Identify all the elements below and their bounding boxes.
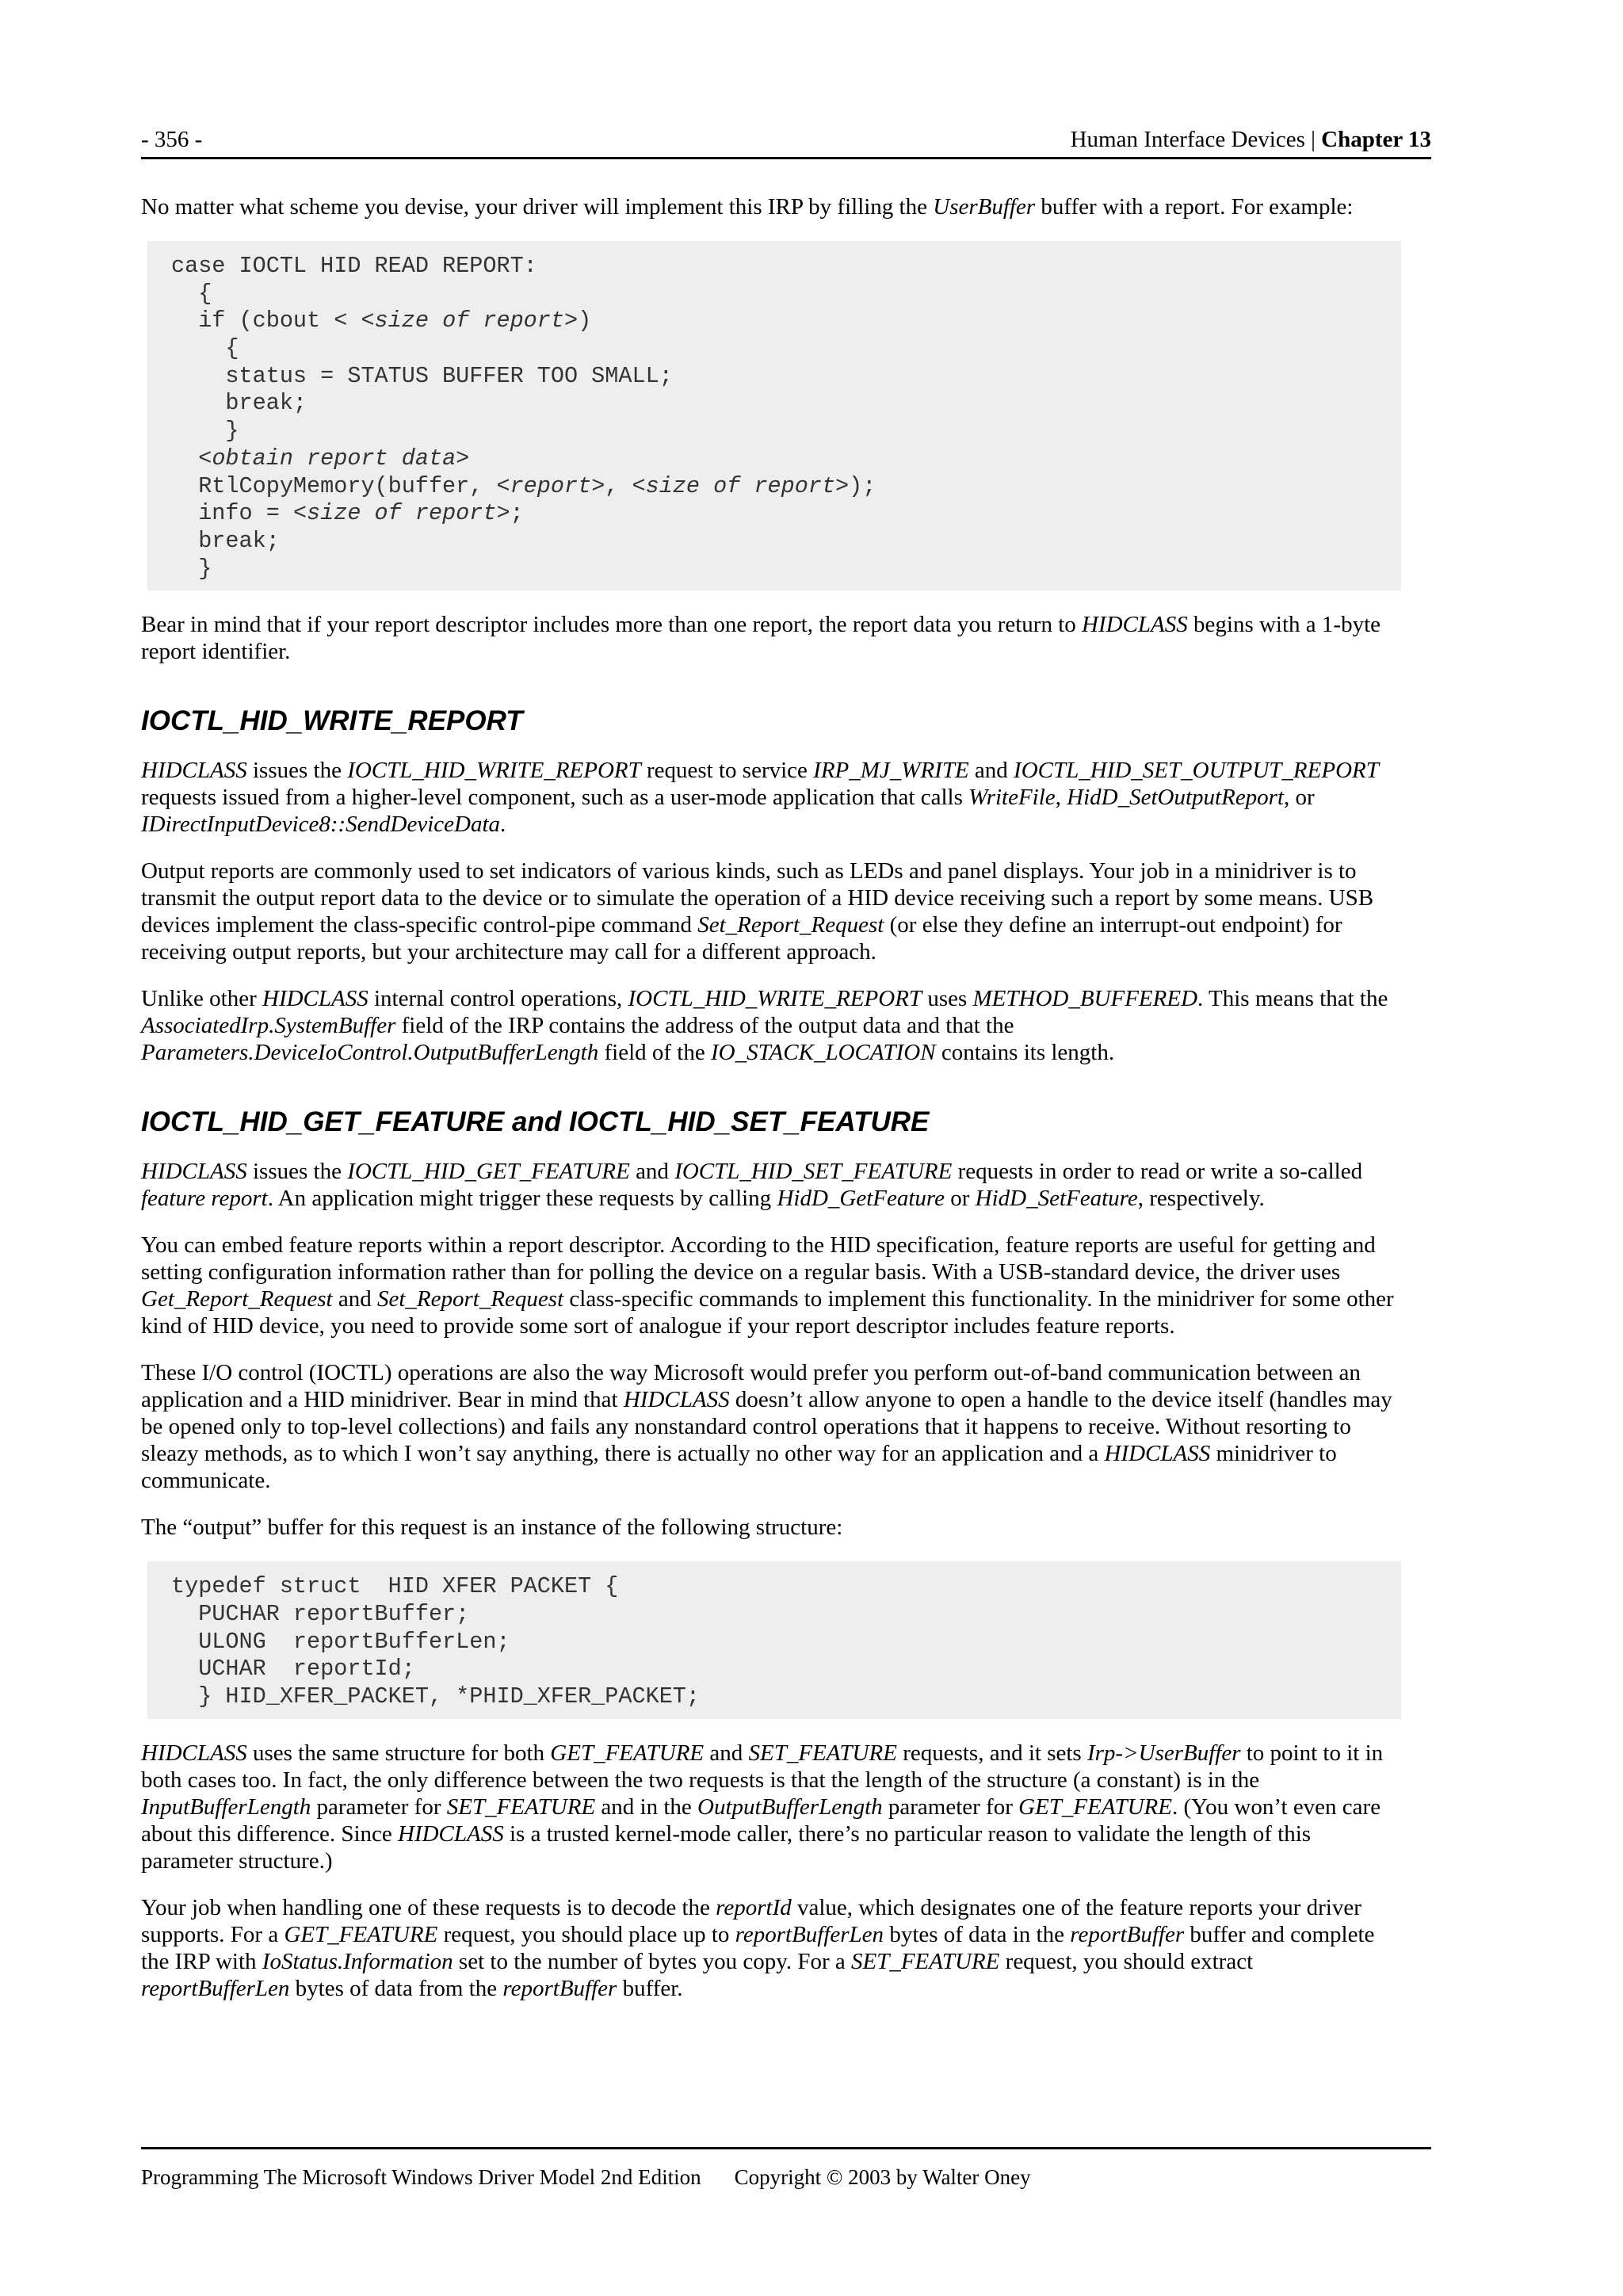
text-run: UCHAR reportId; [171, 1656, 415, 1683]
code-line [171, 1573, 1377, 1601]
text-run: Your job when handling one of these requests is to decode the [141, 1894, 716, 1920]
text-run: . This means that the [1197, 986, 1388, 1012]
italic-term: reportBuffer [502, 1975, 617, 2001]
italic-term: SET_FEATURE [446, 1794, 596, 1820]
text-run: requests issued from a higher-level component, such as a user-mode application that calls [141, 785, 969, 811]
italic-term: IOCTL_HID_WRITE_REPORT [347, 758, 641, 784]
italic-term: Get_Report_Request [141, 1286, 333, 1312]
text-run: and [704, 1740, 749, 1766]
italic-term: AssociatedIrp.SystemBuffer [141, 1013, 396, 1039]
italic-term: reportBufferLen [735, 1921, 884, 1947]
code-block-xfer-packet [147, 1561, 1401, 1718]
italic-term: <size of report> [361, 308, 579, 334]
text-run: requests, and it sets [896, 1740, 1087, 1766]
text-run: break; [171, 527, 280, 554]
page-content [141, 193, 1401, 2002]
italic-term: IOCTL_HID_SET_FEATURE [674, 1159, 953, 1185]
text-run: , respectively. [1137, 1186, 1265, 1212]
text-run: to point to it in both cases too. In fact, the only difference between the two requests is that the length of the structure (a constant) is in the [141, 1740, 1384, 1793]
text-run: parameter for [882, 1794, 1019, 1820]
italic-term: HIDCLASS [398, 1820, 504, 1847]
italic-term: GET_FEATURE [1018, 1794, 1172, 1820]
text-run: Unlike other [141, 986, 263, 1012]
code-line [171, 335, 1377, 363]
italic-term: HidD_GetFeature [777, 1186, 945, 1212]
page-number: - 356 - [141, 127, 203, 152]
text-run: uses the same structure for both [246, 1740, 551, 1766]
text-run: ULONG reportBufferLen; [171, 1628, 510, 1655]
code-line [171, 445, 1377, 473]
paragraph [141, 1894, 1401, 2002]
italic-term: <size of report> [292, 500, 510, 527]
text-run: typedef struct HID XFER PACKET { [171, 1573, 619, 1600]
text-run: request to service [640, 758, 814, 784]
text-run: requests in order to read or write a so-called [952, 1159, 1363, 1185]
italic-term: reportId [716, 1894, 792, 1920]
italic-term: HIDCLASS [141, 758, 247, 784]
text-run: doesn’t allow anyone to open a handle to the device itself (handles may be opened only to top-level collections) and fails any nonstandard control operations that it happens to receive. Without resorting to sleazy methods, as to which I won’t say anything, there is actually no other way for an application and a [141, 1387, 1392, 1467]
italic-term: <obtain report data> [198, 445, 470, 472]
paragraph [141, 193, 1401, 220]
italic-term: UserBuffer [933, 194, 1036, 220]
text-run: and [629, 1159, 675, 1185]
text-run: , [1055, 785, 1067, 811]
text-run: minidriver to communicate. [141, 1441, 1337, 1494]
text-run: You can embed feature reports within a report descriptor. According to the HID specification, feature reports are useful for getting and setting configuration information rather than for polling the device on a regular basis. With a USB-standard device, the driver uses [141, 1232, 1376, 1286]
italic-term: HIDCLASS [141, 1740, 247, 1766]
text-run: break; [171, 390, 307, 417]
italic-term: HIDCLASS [262, 986, 369, 1012]
text-run: ; [510, 500, 524, 527]
italic-term: OutputBufferLength [697, 1794, 883, 1820]
paragraph [141, 1740, 1401, 1874]
code-line [171, 308, 1377, 335]
italic-term: IOCTL_HID_GET_FEATURE [347, 1159, 630, 1185]
italic-term: Parameters.DeviceIoControl.OutputBufferLength [141, 1040, 599, 1066]
text-run: PUCHAR reportBuffer; [171, 1600, 470, 1627]
code-line [171, 528, 1377, 556]
italic-term: Set_Report_Request [697, 912, 884, 938]
footer-book-title: Programming The Microsoft Windows Driver Model 2nd Edition [141, 2165, 701, 2189]
paragraph [141, 611, 1401, 665]
italic-term: HIDCLASS [623, 1387, 730, 1413]
text-run: } HID_XFER_PACKET, *PHID_XFER_PACKET; [171, 1683, 701, 1710]
italic-term: Irp->UserBuffer [1086, 1740, 1241, 1766]
italic-term: reportBuffer [1070, 1921, 1185, 1947]
text-run: field of the [598, 1040, 711, 1066]
text-run: , or [1284, 785, 1315, 811]
italic-term: IDirectInputDevice8::SendDeviceData [141, 812, 501, 838]
text-run: Output reports are commonly used to set indicators of various kinds, such as LEDs and panel displays. Your job in a minidriver is to transmit the output report data to the device or to simulate the operation of a HID device receiving such a report by some means. USB devices implement the class-specific control-pipe command [141, 858, 1374, 938]
page-header [141, 125, 1431, 159]
text-run [171, 445, 198, 472]
code-line [171, 418, 1377, 445]
italic-term: InputBufferLength [141, 1794, 311, 1820]
paragraph [141, 1359, 1401, 1494]
text-run: request, you should extract [999, 1948, 1254, 1974]
italic-term: IoStatus.Information [262, 1948, 453, 1974]
italic-term: METHOD_BUFFERED [972, 986, 1198, 1012]
text-run: request, you should place up to [437, 1921, 735, 1947]
text-run: issues the [246, 1159, 348, 1185]
text-run: } [171, 418, 239, 445]
text-run: bytes of data in the [884, 1921, 1071, 1947]
text-run: No matter what scheme you devise, your driver will implement this IRP by filling the [141, 194, 934, 220]
text-run: (or else they define an interrupt-out endpoint) for receiving output reports, but your architecture may call for a different approach. [141, 912, 1342, 965]
text-run: and in the [595, 1794, 698, 1820]
text-run: and [968, 758, 1014, 784]
text-run: case IOCTL HID READ REPORT: [171, 253, 537, 279]
italic-term: SET_FEATURE [850, 1948, 1000, 1974]
text-run: . [500, 812, 506, 838]
paragraph [141, 757, 1401, 838]
text-run: buffer with a report. For example: [1035, 194, 1354, 220]
text-run: parameter for [311, 1794, 447, 1820]
text-run: status = STATUS BUFFER TOO SMALL; [171, 362, 673, 389]
page [141, 125, 1431, 2022]
italic-term: <report> [496, 472, 605, 499]
italic-term: IOCTL_HID_WRITE_REPORT [628, 986, 922, 1012]
text-run: . An application might trigger these requests by calling [267, 1186, 777, 1212]
text-run: ); [849, 472, 876, 499]
italic-term: HidD_SetFeature [975, 1186, 1138, 1212]
italic-term: WriteFile [968, 785, 1056, 811]
text-run: value, which designates one of the feature reports your driver supports. For a [141, 1894, 1361, 1947]
text-run: RtlCopyMemory(buffer, [171, 472, 497, 499]
text-run: . (You won’t even care about this difference. Since [141, 1794, 1381, 1847]
text-run: or [944, 1186, 976, 1212]
book-section: Human Interface Devices | [1070, 127, 1322, 152]
text-run: info = [171, 500, 293, 527]
text-run: internal control operations, [368, 986, 628, 1012]
text-run: contains its length. [935, 1040, 1115, 1066]
paragraph [141, 858, 1401, 965]
footer-copyright: Copyright © 2003 by Walter Oney [734, 2165, 1031, 2189]
paragraph [141, 1232, 1401, 1339]
italic-term: IRP_MJ_WRITE [813, 758, 969, 784]
italic-term: GET_FEATURE [284, 1921, 438, 1947]
italic-term: SET_FEATURE [748, 1740, 897, 1766]
text-run: , [605, 472, 632, 499]
text-run: { [171, 280, 212, 307]
code-line [171, 500, 1377, 528]
italic-term: HIDCLASS [141, 1159, 247, 1185]
text-run: set to the number of bytes you copy. For a [453, 1948, 851, 1974]
text-run: class-specific commands to implement this functionality. In the minidriver for some other kind of HID device, you need to provide some sort of analogue if your report descriptor includes feature reports. [141, 1286, 1394, 1339]
text-run: field of the IRP contains the address of the output data and that the [395, 1013, 1014, 1039]
text-run: and [332, 1286, 377, 1312]
text-run: begins with a 1-byte report identifier. [141, 612, 1381, 665]
text-run: bytes of data from the [289, 1975, 503, 2001]
code-line [171, 473, 1377, 501]
code-line [171, 363, 1377, 391]
running-title [1071, 125, 1431, 154]
page-footer [141, 2147, 1431, 2191]
text-run: buffer and complete the IRP with [141, 1921, 1375, 1974]
paragraph [141, 985, 1401, 1066]
italic-term: GET_FEATURE [550, 1740, 705, 1766]
text-run: if (cbout < [171, 308, 361, 334]
italic-term: HIDCLASS [1104, 1441, 1211, 1467]
code-line [171, 1601, 1377, 1629]
text-run: Bear in mind that if your report descriptor includes more than one report, the report data you return to [141, 612, 1083, 638]
text-run: ) [578, 308, 592, 334]
code-line [171, 1629, 1377, 1656]
italic-term: feature report [141, 1186, 268, 1212]
italic-term: HidD_SetOutputReport [1067, 785, 1285, 811]
text-run: } [171, 555, 212, 582]
text-run: is a trusted kernel-mode caller, there’s no particular reason to validate the length of this parameter structure.) [141, 1820, 1312, 1874]
italic-term: <size of report> [632, 472, 850, 499]
code-line [171, 1656, 1377, 1683]
section-heading-feature: IOCTL_HID_GET_FEATURE and IOCTL_HID_SET_FEATURE [141, 1106, 930, 1138]
italic-term: reportBufferLen [141, 1975, 290, 2001]
code-line [171, 253, 1377, 281]
text-run: buffer. [617, 1975, 683, 2001]
chapter-label: Chapter 13 [1321, 127, 1431, 152]
text-run: These I/O control (IOCTL) operations are also the way Microsoft would prefer you perform out-of-band communication between an application and a HID minidriver. Bear in mind that [141, 1360, 1361, 1413]
code-line [171, 281, 1377, 308]
text-run: uses [922, 986, 973, 1012]
paragraph [141, 1158, 1401, 1212]
italic-term: Set_Report_Request [376, 1286, 564, 1312]
text-run: issues the [246, 758, 348, 784]
code-line [171, 1683, 1377, 1711]
italic-term: IO_STACK_LOCATION [710, 1040, 936, 1066]
italic-term: HIDCLASS [1082, 612, 1188, 638]
code-line [171, 390, 1377, 418]
text-run: { [171, 335, 239, 362]
italic-term: IOCTL_HID_SET_OUTPUT_REPORT [1014, 758, 1379, 784]
code-line [171, 556, 1377, 583]
section-heading-write-report: IOCTL_HID_WRITE_REPORT [141, 705, 523, 737]
code-block-read-report [147, 241, 1401, 590]
paragraph [141, 1514, 1401, 1541]
text-run: The “output” buffer for this request is an instance of the following structure: [141, 1515, 843, 1541]
